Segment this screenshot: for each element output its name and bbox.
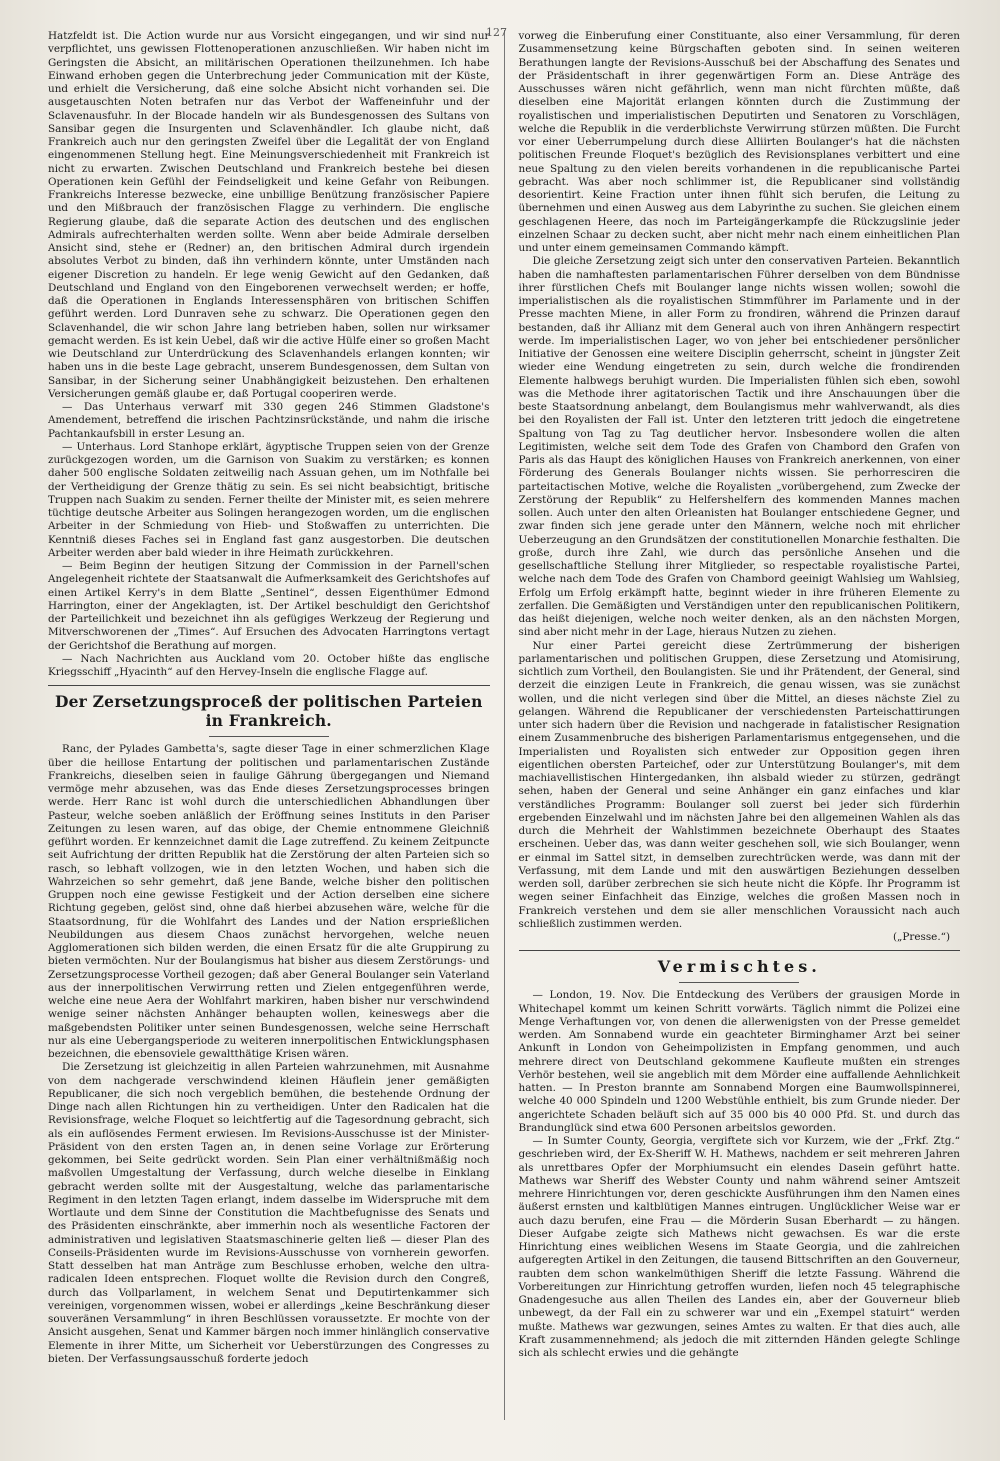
left-column [48,30,505,1420]
paragraph: — Das Unterhaus verwarf mit 330 gegen 246 Stimmen Gladstone's Amendement, betreffend die irischen Pachtzinsrückstände, und nahm die irische Pachtankaufsbill in erster Lesung an. [48,401,490,440]
page-number: 127 [486,26,507,39]
paragraph: Ranc, der Pylades Gambetta's, sagte dieser Tage in einer schmerzlichen Klage über die heillose Entartung der politischen und parlamentarischen Zustände Frankreichs, dieselben seien in faulige Gährung übergegangen und Niemand vermöge mehr abzusehen, was das Ende dieses Zersetzungsprocesses bringen werde. Herr Ranc ist wohl durch die unterschiedlichen Abhandlungen über Pasteur, welche soeben anläßlich der Eröffnung seines Instituts in den Pariser Zeitungen zu lesen waren, auf das obige, der Chemie entnommene Gleichniß geführt worden. Er kennzeichnet damit die Lage zutreffend. Zu keinem Zeitpuncte seit Aufrichtung der dritten Republik hat die Zerstörung der alten Parteien sich so rasch, so lebhaft vollzogen, wie in den letzten Wochen, und haben sich die Wahrzeichen so sehr gemehrt, daß jene Bande, welche bisher den politischen Gruppen noch eine gewisse Festigkeit und der Action derselben eine sichere Richtung gegeben, gelöst sind, ohne daß hierbei abzusehen wäre, welche für die Staatsordnung, für die Wohlfahrt des Landes und der Nation ersprießlichen Neubildungen aus diesem Chaos zunächst hervorgehen, welche neuen Agglomerationen sich bilden werden, die einen Ersatz für die alte Gruppirung zu bieten vermöchten. Nur der Boulangismus hat bisher aus diesem Zerstörungs- und Zersetzungsprocesse Vortheil gezogen; daß aber General Boulanger sein Vaterland aus der innerpolitischen Verwirrung retten und Zielen entgegenführen werde, welche eine neue Aera der Wohlfahrt markiren, haben bisher nur verschwindend wenige seiner nächsten Anhänger behaupten wollen, keineswegs aber die maßgebendsten Politiker unter seinen Bundesgenossen, welche seine Herrschaft nur als eine Uebergangsperiode zu weiteren innerpolitischen Entwicklungsphasen bezeichnen, die ebensoviele gewaltthätige Krisen wären. [48,743,490,1060]
paragraph: Die gleiche Zersetzung zeigt sich unter den conservativen Parteien. Bekanntlich haben die namhaftesten parlamentarischen Führer derselben von dem Bündnisse ihrer fürstlichen Chefs mit Boulanger lange nichts wissen wollen; sowohl die imperialistischen als die royalistischen Stimmführer im Parlamente und in der Presse machten Miene, in aller Form zu frondiren, während die Prinzen darauf bestanden, daß ihr Allianz mit dem General auch von ihren Anhängern respectirt werde. Im imperialistischen Lager, wo von jeher bei entschiedener persönlicher Initiative der Genossen eine weitere Disciplin geherrscht, scheint in jüngster Zeit wieder eine Wendung eingetreten zu sein, durch welche die frondirenden Elemente halbwegs beruhigt wurden. Die Imperialisten fühlen sich eben, sowohl was die Methode ihrer agitatorischen Tactik und ihre Anschauungen über die beste Staatsordnung anbelangt, dem Boulangismus mehr wahlverwandt, als dies bei den Royalisten der Fall ist. Unter den letzteren tritt jedoch die eingetretene Spaltung von Tag zu Tag deutlicher hervor. Insbesondere wollen die alten Legitimisten, welche seit dem Tode des Grafen von Chambord den Grafen von Paris als das Haupt des königlichen Hauses von Frankreich anerkennen, von einer Förderung des Generals Boulanger nichts wissen. Sie perhorresciren die parteitactischen Motive, welche die Royalisten „vorübergehend, zum Zwecke der Zerstörung der Republik“ zu Helfershelfern des kommenden Mannes machen sollen. Auch unter den alten Orleanisten hat Boulanger entschiedene Gegner, und zwar finden sich jene gerade unter den Männern, welche noch mit ehrlicher Ueberzeugung an den Grundsätzen der constitutionellen Monarchie festhalten. Die große, durch ihre Zahl, wie durch das persönliche Ansehen und die gesellschaftliche Stellung ihrer Mitglieder, so respectable royalistische Partei, welche nach dem Tode des Grafen von Chambord geeinigt Wahlsieg um Wahlsieg, Erfolg um Erfolg erkämpft hatte, beginnt wieder in ihre früheren Elemente zu zerfallen. Die Gemäßigten und Verständigen unter den republicanischen Politikern, das heißt diejenigen, welche noch weiter denken, als an den nächsten Morgen, sind aber nicht mehr in der Lage, hieraus Nutzen zu ziehen. [518,255,960,639]
misc-section-title: Vermischtes. [657,957,821,977]
section-divider [519,950,961,951]
article-source: („Presse.“) [892,931,950,943]
paragraph: Hatzfeldt ist. Die Action wurde nur aus Vorsicht eingegangen, und wir sind nur verpflichtet, uns gewissen Flottenoperationen anzuschließen. Wir haben nicht im Geringsten die Absicht, an militärischen Operationen theilzunehmen. Ich habe Einwand erhoben gegen die Unterbrechung jeder Communication mit der Küste, und erhielt die Versicherung, daß eine solche Absicht nicht vorhanden sei. Die ausgetauschten Noten betrafen nur das Verbot der Waffeneinfuhr und der Sclavenausfuhr. In der Blocade handeln wir als Bundesgenossen des Sultans von Sansibar gegen die Insurgenten und Sclavenhändler. Ich glaube nicht, daß Frankreich auch nur den geringsten Zweifel über die Legalität der von England eingenommenen Stellung hegt. Eine Meinungsverschiedenheit mit Frankreich ist nicht zu erwarten. Zwischen Deutschland und Frankreich bestehe bei diesen Operationen kein Gefühl der Feindseligkeit und keine Gefahr von Reibungen. Frankreichs Interesse bezwecke, eine unbillige Benützung französischer Papiere und den Mißbrauch der französischen Flagge zu verhindern. Die englische Regierung glaube, daß die separate Action des deutschen und des englischen Admirals aufrechterhalten werden sollte. Wenn aber beide Admirale derselben Ansicht sind, stehe er (Redner) an, den britischen Admiral durch irgendein absolutes Verbot zu binden, daß ihn verhindern könnte, unter Umständen nach eigener Discretion zu handeln. Er lege wenig Gewicht auf den Gedanken, daß Deutschland und England von den Eingeborenen verwechselt werden; er hoffe, daß die Operationen in Englands Interessensphären von britischen Schiffen geführt werden. Lord Dunraven sehe zu schwarz. Die Operationen gegen den Sclavenhandel, die wir schon Jahre lang betrieben haben, sollen nur wirksamer gemacht werden. Es ist kein Uebel, daß wir die active Hülfe einer so großen Macht wie Deutschland zur Unterdrückung des Sclavenhandels erlangen konnten; wir haben uns in die beste Lage gebracht, unserem Bundesgenossen, dem Sultan von Sansibar, in der Sicherung seiner Unabhängigkeit beizustehen. Den erhaltenen Versicherungen gemäß glaube er, daß Portugal cooperiren werde. [48,30,490,400]
paragraph: — Nach Nachrichten aus Auckland vom 20. October hißte das englische Kriegsschiff „Hyacinth“ auf den Hervey-Inseln die englische Flagge auf. [48,652,490,678]
paragraph: — London, 19. Nov. Die Entdeckung des Verübers der grausigen Morde in Whitechapel kommt um keinen Schritt vorwärts. Täglich nimmt die Polizei eine Menge Verhaftungen vor, von denen die allerwenigsten von der Presse gemeldet werden. Am Sonnabend wurde ein geachteter Birminghamer Arzt bei seiner Ankunft in London von Geheimpolizisten in Empfang genommen, und auch mehrere direct von Deutschland gekommene Kaufleute mußten ein strenges Verhör bestehen, weil sie angeblich mit dem Mörder eine auffallende Aehnlichkeit hatten. — In Preston brannte am Sonnabend Morgen eine Baumwollspinnerei, welche 40 000 Spindeln und 1200 Webstühle enthielt, bis zum Grunde nieder. Der angerichtete Schaden beläuft sich auf 35 000 bis 40 000 Pfd. St. und durch das Brandunglück sind etwa 600 Personen arbeitslos geworden. [518,989,960,1134]
title-rule [209,736,329,737]
title-rule [679,982,799,983]
right-column [505,30,961,1420]
paragraph: Nur einer Partei gereicht diese Zertrümmerung der bisherigen parlamentarischen und politischen Gruppen, diese Zersetzung und Atomisirung, sichtlich zum Vortheil, den Boulangisten. Sie und ihr Prätendent, der General, sind derzeit die einzigen Leute in Frankreich, die genau wissen, was sie zunächst wollen, und die nicht verlegen sind über die Mittel, an dieses nächste Ziel zu gelangen. Während die Republicaner der verschiedensten Parteischattirungen unter sich hadern über die Revision und nachgerade in fatalistischer Resignation einem Zusammenbruche des bisherigen Parlamentarismus entgegensehen, und die Imperialisten und Royalisten sich entweder zur Opposition gegen ihren eigentlichen obersten Parteichef, oder zur Unterstützung Boulanger's, mit dem machiavellistischen Hintergedanken, ihn alsbald wieder zu stürzen, gedrängt sehen, haben der General und seine Anhänger ein ganz einfaches und klar verständliches Programm: Boulanger soll zuerst bei jeder sich fürderhin ergebenden Einzelwahl und im nächsten Jahre bei den allgemeinen Wahlen als das durch die Mehrheit der Wahlstimmen bezeichnete Oberhaupt des Staates erscheinen. Ueber das, was dann weiter geschehen soll, wie sich Boulanger, wenn er einmal im Sattel sitzt, in demselben zurechtrücken werde, was dann mit der Verfassung, mit dem Lande und mit den auswärtigen Beziehungen desselben werden soll, darüber zerbrechen sie sich heute nicht die Köpfe. Ihr Programm ist wegen seiner Einfachheit das Einzige, welches die großen Massen noch in Frankreich verstehen und dem sie aller menschlichen Voraussicht nach auch schließlich zustimmen werden. [518,639,960,930]
article-title: Der Zersetzungsproceß der politischen Parteien in Frankreich. [54,692,483,731]
paragraph: — Beim Beginn der heutigen Sitzung der Commission in der Parnell'schen Angelegenheit richtete der Staatsanwalt die Aufmerksamkeit des Gerichtshofes auf einen Artikel Kerry's in dem Blatte „Sentinel“, dessen Eigenthümer Edmond Harrington, einer der Angeklagten, ist. Der Artikel beschuldigt den Gerichtshof der Parteilichkeit und bezeichnet ihn als gefügiges Werkzeug der Regierung und Mitverschworenen der „Times“. Auf Ersuchen des Advocaten Harringtons vertagt der Gerichtshof die Berathung auf morgen. [48,560,490,652]
paragraph: vorweg die Einberufung einer Constituante, also einer Versammlung, für deren Zusammensetzung keine Bürgschaften geboten sind. In seinen weiteren Berathungen langte der Revisions-Ausschuß bei der Abschaffung des Senates und der Präsidentschaft in ihrer gegenwärtigen Form an. Diese Anträge des Ausschusses wären nicht gefährlich, wenn man nicht fürchten müßte, daß dieselben eine Majorität erlangen könnten durch die Zustimmung der royalistischen und imperialistischen Deputirten und Senatoren zu Vorschlägen, welche die Republik in die verderblichste Verwirrung stürzen müßten. Die Furcht vor einer Ueberrumpelung durch diese Alliirten Boulanger's hat die nächsten politischen Freunde Floquet's bezüglich des Revisionsplanes verbittert und eine neue Spaltung zu den vielen bereits vorhandenen in die republicanische Partei gebracht. Was aber noch schlimmer ist, die Republicaner sind vollständig desorientirt. Keine Fraction unter ihnen fühlt sich berufen, die Leitung zu übernehmen und einen Ausweg aus dem Labyrinthe zu suchen. Sie gleichen einem geschlagenen Heere, das noch im Parteigängerkampfe die Rückzugslinie jeder einzelnen Schaar zu decken sucht, aber nicht mehr nach einem einheitlichen Plan und unter einem gemeinsamen Commando kämpft. [518,30,960,254]
paragraph: Die Zersetzung ist gleichzeitig in allen Parteien wahrzunehmen, mit Ausnahme von dem nachgerade verschwindend kleinen Häuflein jener gemäßigten Republicaner, die sich noch vergeblich bemühen, die bestehende Ordnung der Dinge nach allen Richtungen hin zu vertheidigen. Unter den Radicalen hat die Revisionsfrage, welche Floquet so leichtfertig auf die Tagesordnung gebracht, sich als ein auflösendes Ferment erwiesen. Im Revisions-Ausschusse ist der Minister-Präsident von den ersten Tagen an, in denen seine Vorlage zur Erörterung gekommen, bei Seite gedrückt worden. Sein Plan einer verhältnißmäßig noch maßvollen Umgestaltung der Verfassung, durch welche dieselbe in Einklang gebracht werden sollte mit der Ausgestaltung, welche das parlamentarische Regiment in den letzten Tagen erlangt, indem dasselbe im Widerspruche mit dem Wortlaute und dem Sinne der Constitution die Machtbefugnisse des Senats und des Präsidenten einschränkte, aber immerhin noch als wesentliche Factoren der administrativen und legislativen Staatsmaschinerie gelten ließ — dieser Plan des Conseils-Präsidenten wurde im Revisions-Ausschusse von vornherein geworfen. Statt desselben hat man Anträge zum Beschlusse erhoben, welche den ultra-radicalen Ideen entsprechen. Floquet wollte die Revision durch den Congreß, durch das Vollparlament, in welchem Senat und Deputirtenkammer sich vereinigen, vorgenommen wissen, wobei er allerdings „keine Beschränkung dieser souveränen Versammlung“ in ihren Beschlüssen voraussetzte. Er mochte von der Ansicht ausgehen, Senat und Kammer bärgen noch immer hinlänglich conservative Elemente in ihrer Mitte, um Sicherheit vor Ueberstürzungen des Congresses zu bieten. Der Verfassungsausschuß forderte jedoch [48,1061,490,1365]
paragraph: — In Sumter County, Georgia, vergiftete sich vor Kurzem, wie der „Frkf. Ztg.“ geschrieben wird, der Ex-Sheriff W. H. Mathews, nachdem er seit mehreren Jahren als unrettbares Opfer der Morphiumsucht ein elendes Dasein geführt hatte. Mathews war Sheriff des Webster County und nahm während seiner Amtszeit mehrere Hinrichtungen vor, deren geschickte Ausführungen ihm den Namen eines äußerst ernsten und kaltblütigen Mannes eintrugen. Unglücklicher Weise war er auch dazu berufen, eine Frau — die Mörderin Susan Eberhardt — zu hängen. Dieser Aufgabe zeigte sich Mathews nicht gewachsen. Es war die erste Hinrichtung eines weiblichen Wesens im Staate Georgia, und die zahlreichen aufgeregten Artikel in den Zeitungen, die tausend Bittschriften an den Gouverneur, raubten dem schon wankelmüthigen Sheriff die letzte Fassung. Während die Vorbereitungen zur Hinrichtung getroffen wurden, liefen noch 45 telegraphische Gnadengesuche aus allen Theilen des Landes ein, aber der Gouverneur blieb unbewegt, da der Fall ein zu schwerer war und ein „Exempel statuirt“ werden mußte. Mathews war gezwungen, seines Amtes zu walten. Er that dies auch, alle Kraft zusammennehmend; als jedoch die mit zitternden Händen gelegte Schlinge sich als schlecht erwies und die gehängte [518,1135,960,1359]
paragraph: — Unterhaus. Lord Stanhope erklärt, ägyptische Truppen seien von der Grenze zurückgezogen worden, um die Garnison von Suakim zu verstärken; es konnen daher 500 englische Soldaten zeitweilig nach Assuan gehen, um im Nothfalle bei der Vertheidigung der Grenze thätig zu sein. Es sei nicht beabsichtigt, britische Truppen nach Suakim zu senden. Ferner theilte der Minister mit, es seien mehrere tüchtige deutsche Arbeiter aus Solingen herangezogen worden, um die englischen Arbeiter in der Schmiedung von Hieb- und Stoßwaffen zu unterrichten. Die Kenntniß dieses Faches sei in England fast ganz ausgestorben. Die deutschen Arbeiter werden aber bald wieder in ihre Heimath zurückkehren. [48,440,490,559]
columns [48,30,960,1420]
section-divider [48,685,490,686]
